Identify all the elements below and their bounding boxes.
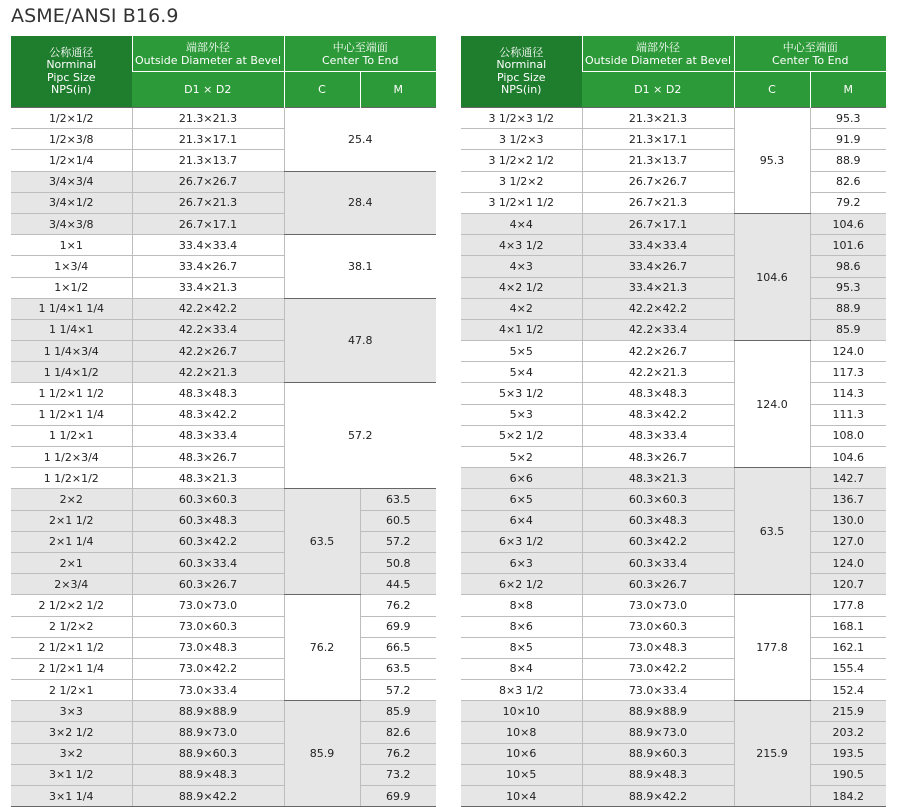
table-row	[461, 595, 886, 616]
m-value-cell: 50.8	[360, 552, 436, 573]
nps-cell: 5×2	[461, 447, 582, 468]
table-row	[11, 171, 436, 192]
od-cell: 88.9×88.9	[132, 701, 284, 722]
od-header	[132, 36, 284, 72]
od-cell: 88.9×48.3	[582, 764, 734, 785]
od-cell: 21.3×17.1	[132, 129, 284, 150]
nps-cell: 6×5	[461, 489, 582, 510]
od-cell: 42.2×33.4	[132, 319, 284, 340]
table-row	[11, 383, 436, 404]
od-cell: 33.4×26.7	[582, 256, 734, 277]
od-cell: 60.3×60.3	[132, 489, 284, 510]
od-cell: 60.3×60.3	[582, 489, 734, 510]
od-cell: 21.3×13.7	[582, 150, 734, 171]
cte-header	[734, 36, 886, 72]
table-row	[11, 658, 436, 679]
m-value-cell: 88.9	[810, 298, 886, 319]
c-value-cell: 47.8	[284, 298, 436, 383]
cte-header-en: Center To End	[322, 53, 399, 67]
nps-cell: 3×1 1/2	[11, 764, 132, 785]
table-row	[461, 658, 886, 679]
nps-header	[11, 36, 132, 108]
m-value-cell: 152.4	[810, 680, 886, 701]
nps-cell: 3 1/2×3	[461, 129, 582, 150]
od-cell: 60.3×26.7	[132, 574, 284, 595]
m-value-cell: 76.2	[360, 595, 436, 616]
m-value-cell: 91.9	[810, 129, 886, 150]
table-row	[461, 489, 886, 510]
nps-cell: 6×3	[461, 552, 582, 573]
table-row	[11, 743, 436, 764]
c-value-cell: 215.9	[734, 701, 810, 807]
nps-cell: 3 1/2×2 1/2	[461, 150, 582, 171]
nps-cell: 1/2×3/8	[11, 129, 132, 150]
nps-cell: 1 1/4×1 1/4	[11, 298, 132, 319]
table-row	[461, 213, 886, 234]
od-cell: 42.2×21.3	[132, 362, 284, 383]
od-cell: 42.2×26.7	[132, 341, 284, 362]
c-value-cell: 28.4	[284, 171, 436, 235]
nps-cell: 5×3	[461, 404, 582, 425]
c-header: C	[284, 72, 360, 108]
nps-cell: 8×5	[461, 637, 582, 658]
od-cell: 60.3×33.4	[132, 552, 284, 573]
c-value-cell: 104.6	[734, 213, 810, 340]
table-row	[11, 531, 436, 552]
od-cell: 73.0×73.0	[582, 595, 734, 616]
nps-cell: 4×2	[461, 298, 582, 319]
od-cell: 48.3×48.3	[132, 383, 284, 404]
m-value-cell: 98.6	[810, 256, 886, 277]
table-row	[461, 616, 886, 637]
c-value-cell: 25.4	[284, 108, 436, 172]
m-value-cell: 124.0	[810, 341, 886, 362]
c-value-cell: 177.8	[734, 595, 810, 701]
table-row	[11, 298, 436, 319]
od-cell: 33.4×26.7	[132, 256, 284, 277]
table-row	[461, 680, 886, 701]
od-cell: 60.3×26.7	[582, 574, 734, 595]
od-cell: 48.3×33.4	[132, 425, 284, 446]
d-header: D1 × D2	[132, 72, 284, 108]
od-cell: 88.9×42.2	[132, 786, 284, 807]
m-value-cell: 66.5	[360, 637, 436, 658]
od-cell: 48.3×42.2	[582, 404, 734, 425]
m-value-cell: 88.9	[810, 150, 886, 171]
m-value-cell: 101.6	[810, 235, 886, 256]
table-row	[461, 510, 886, 531]
m-value-cell: 85.9	[810, 319, 886, 340]
m-value-cell: 79.2	[810, 192, 886, 213]
nps-cell: 1 1/4×1/2	[11, 362, 132, 383]
od-cell: 26.7×26.7	[132, 171, 284, 192]
table-row	[461, 150, 886, 171]
m-value-cell: 44.5	[360, 574, 436, 595]
nps-cell: 1/2×1/2	[11, 108, 132, 129]
m-value-cell: 155.4	[810, 658, 886, 679]
table-row	[461, 468, 886, 489]
table-row	[11, 510, 436, 531]
m-value-cell: 177.8	[810, 595, 886, 616]
right-dimension-table	[461, 36, 886, 807]
nps-cell: 1/2×1/4	[11, 150, 132, 171]
nps-cell: 1×3/4	[11, 256, 132, 277]
table-row	[461, 108, 886, 129]
nps-cell: 3/4×1/2	[11, 192, 132, 213]
page-title: ASME/ANSI B16.9	[11, 5, 179, 27]
od-cell: 26.7×21.3	[582, 192, 734, 213]
nps-cell: 8×4	[461, 658, 582, 679]
cte-header-cn: 中心至端面	[332, 40, 388, 54]
c-value-cell: 38.1	[284, 235, 436, 299]
m-header: M	[810, 72, 886, 108]
table-row	[11, 786, 436, 807]
nps-cell: 3/4×3/4	[11, 171, 132, 192]
nps-cell: 2×1 1/2	[11, 510, 132, 531]
od-cell: 48.3×48.3	[582, 383, 734, 404]
table-row	[461, 298, 886, 319]
d-header: D1 × D2	[582, 72, 734, 108]
table-row	[461, 786, 886, 807]
od-cell: 42.2×33.4	[582, 319, 734, 340]
od-cell: 60.3×42.2	[582, 531, 734, 552]
nps-cell: 8×3 1/2	[461, 680, 582, 701]
table-row	[11, 680, 436, 701]
od-cell: 26.7×21.3	[132, 192, 284, 213]
cte-header-en: Center To End	[772, 53, 849, 67]
nps-cell: 1 1/2×1/2	[11, 468, 132, 489]
left-dimension-table	[11, 36, 436, 807]
od-cell: 42.2×42.2	[132, 298, 284, 319]
nps-header-en3: NPS(in)	[501, 83, 542, 96]
nps-cell: 5×4	[461, 362, 582, 383]
table-row	[461, 552, 886, 573]
nps-cell: 1×1/2	[11, 277, 132, 298]
m-value-cell: 162.1	[810, 637, 886, 658]
nps-cell: 3 1/2×1 1/2	[461, 192, 582, 213]
nps-cell: 8×6	[461, 616, 582, 637]
m-value-cell: 184.2	[810, 786, 886, 807]
nps-cell: 5×2 1/2	[461, 425, 582, 446]
c-value-cell: 76.2	[284, 595, 360, 701]
table-row	[11, 637, 436, 658]
od-cell: 88.9×42.2	[582, 786, 734, 807]
nps-cell: 2×2	[11, 489, 132, 510]
nps-cell: 2×1	[11, 552, 132, 573]
nps-cell: 1×1	[11, 235, 132, 256]
nps-cell: 3/4×3/8	[11, 213, 132, 234]
m-value-cell: 127.0	[810, 531, 886, 552]
od-cell: 33.4×21.3	[132, 277, 284, 298]
nps-cell: 6×2 1/2	[461, 574, 582, 595]
od-cell: 73.0×73.0	[132, 595, 284, 616]
table-row	[461, 192, 886, 213]
od-cell: 73.0×42.2	[132, 658, 284, 679]
od-cell: 42.2×21.3	[582, 362, 734, 383]
m-value-cell: 104.6	[810, 213, 886, 234]
cte-header	[284, 36, 436, 72]
table-row	[461, 256, 886, 277]
od-cell: 48.3×33.4	[582, 425, 734, 446]
table-row	[461, 447, 886, 468]
od-cell: 73.0×33.4	[132, 680, 284, 701]
od-header-cn: 端部外径	[636, 40, 680, 54]
m-value-cell: 69.9	[360, 786, 436, 807]
m-value-cell: 63.5	[360, 658, 436, 679]
od-cell: 73.0×33.4	[582, 680, 734, 701]
nps-cell: 2 1/2×2	[11, 616, 132, 637]
nps-cell: 1 1/2×1	[11, 425, 132, 446]
nps-cell: 2 1/2×1 1/4	[11, 658, 132, 679]
c-value-cell: 85.9	[284, 701, 360, 807]
table-row	[461, 425, 886, 446]
od-cell: 88.9×73.0	[582, 722, 734, 743]
od-cell: 88.9×73.0	[132, 722, 284, 743]
m-header: M	[360, 72, 436, 108]
nps-header-en3: NPS(in)	[51, 83, 92, 96]
od-cell: 73.0×60.3	[582, 616, 734, 637]
od-cell: 60.3×48.3	[582, 510, 734, 531]
m-value-cell: 193.5	[810, 743, 886, 764]
table-row	[11, 552, 436, 573]
nps-header-en2: Pipc Size	[46, 70, 96, 84]
od-cell: 48.3×21.3	[132, 468, 284, 489]
m-value-cell: 168.1	[810, 616, 886, 637]
od-cell: 48.3×26.7	[582, 447, 734, 468]
nps-cell: 10×4	[461, 786, 582, 807]
m-value-cell: 85.9	[360, 701, 436, 722]
table-row	[461, 362, 886, 383]
table-row	[11, 701, 436, 722]
nps-cell: 3 1/2×2	[461, 171, 582, 192]
nps-cell: 8×8	[461, 595, 582, 616]
nps-cell: 10×6	[461, 743, 582, 764]
nps-cell: 6×6	[461, 468, 582, 489]
m-value-cell: 104.6	[810, 447, 886, 468]
od-cell: 21.3×13.7	[132, 150, 284, 171]
od-cell: 48.3×21.3	[582, 468, 734, 489]
od-cell: 73.0×48.3	[582, 637, 734, 658]
m-value-cell: 95.3	[810, 277, 886, 298]
table-row	[11, 595, 436, 616]
table-row	[461, 722, 886, 743]
nps-cell: 6×3 1/2	[461, 531, 582, 552]
table-row	[461, 319, 886, 340]
m-value-cell: 57.2	[360, 680, 436, 701]
nps-cell: 1 1/2×1 1/2	[11, 383, 132, 404]
od-cell: 26.7×17.1	[582, 213, 734, 234]
nps-cell: 5×3 1/2	[461, 383, 582, 404]
table-row	[11, 574, 436, 595]
m-value-cell: 82.6	[810, 171, 886, 192]
m-value-cell: 73.2	[360, 764, 436, 785]
nps-cell: 3×2	[11, 743, 132, 764]
m-value-cell: 95.3	[810, 108, 886, 129]
od-cell: 73.0×60.3	[132, 616, 284, 637]
od-cell: 60.3×42.2	[132, 531, 284, 552]
nps-cell: 3×1 1/4	[11, 786, 132, 807]
od-cell: 21.3×21.3	[132, 108, 284, 129]
nps-cell: 4×1 1/2	[461, 319, 582, 340]
m-value-cell: 124.0	[810, 552, 886, 573]
m-value-cell: 63.5	[360, 489, 436, 510]
m-value-cell: 117.3	[810, 362, 886, 383]
od-cell: 26.7×26.7	[582, 171, 734, 192]
od-cell: 33.4×21.3	[582, 277, 734, 298]
od-cell: 73.0×42.2	[582, 658, 734, 679]
od-cell: 26.7×17.1	[132, 213, 284, 234]
od-cell: 73.0×48.3	[132, 637, 284, 658]
table-row	[461, 129, 886, 150]
nps-cell: 6×4	[461, 510, 582, 531]
od-cell: 42.2×26.7	[582, 341, 734, 362]
nps-cell: 5×5	[461, 341, 582, 362]
nps-cell: 3 1/2×3 1/2	[461, 108, 582, 129]
table-row	[461, 235, 886, 256]
nps-cell: 10×10	[461, 701, 582, 722]
m-value-cell: 120.7	[810, 574, 886, 595]
table-row	[11, 722, 436, 743]
m-value-cell: 130.0	[810, 510, 886, 531]
m-value-cell: 136.7	[810, 489, 886, 510]
nps-header-cn: 公称通径	[49, 45, 94, 59]
m-value-cell: 190.5	[810, 764, 886, 785]
nps-header-cn: 公称通径	[499, 45, 544, 59]
od-header-cn: 端部外径	[186, 40, 230, 54]
table-row	[461, 383, 886, 404]
m-value-cell: 142.7	[810, 468, 886, 489]
c-value-cell: 95.3	[734, 108, 810, 214]
od-cell: 21.3×17.1	[582, 129, 734, 150]
table-row	[461, 701, 886, 722]
od-cell: 21.3×21.3	[582, 108, 734, 129]
nps-header-en2: Pipc Size	[496, 70, 546, 84]
m-value-cell: 57.2	[360, 531, 436, 552]
nps-header-en1: Norminal	[496, 58, 547, 71]
m-value-cell: 69.9	[360, 616, 436, 637]
nps-cell: 1 1/4×1	[11, 319, 132, 340]
c-header: C	[734, 72, 810, 108]
nps-cell: 2 1/2×1	[11, 680, 132, 701]
od-cell: 88.9×88.9	[582, 701, 734, 722]
table-row	[11, 108, 436, 129]
table-row	[461, 764, 886, 785]
m-value-cell: 111.3	[810, 404, 886, 425]
nps-cell: 4×2 1/2	[461, 277, 582, 298]
od-cell: 33.4×33.4	[132, 235, 284, 256]
od-header-en: Outside Diameter at Bevel	[134, 53, 282, 67]
table-row	[461, 531, 886, 552]
od-header-en: Outside Diameter at Bevel	[584, 53, 732, 67]
od-cell: 60.3×33.4	[582, 552, 734, 573]
c-value-cell: 124.0	[734, 341, 810, 468]
table-row	[461, 574, 886, 595]
table-row	[461, 743, 886, 764]
c-value-cell: 57.2	[284, 383, 436, 489]
nps-header-en1: Norminal	[46, 58, 97, 71]
c-value-cell: 63.5	[734, 468, 810, 595]
cte-header-cn: 中心至端面	[782, 40, 838, 54]
table-row	[461, 171, 886, 192]
nps-cell: 10×5	[461, 764, 582, 785]
od-cell: 60.3×48.3	[132, 510, 284, 531]
od-cell: 88.9×60.3	[132, 743, 284, 764]
table-row	[461, 404, 886, 425]
nps-cell: 1 1/2×1 1/4	[11, 404, 132, 425]
nps-cell: 2×3/4	[11, 574, 132, 595]
od-cell: 42.2×42.2	[582, 298, 734, 319]
nps-cell: 4×4	[461, 213, 582, 234]
nps-cell: 4×3 1/2	[461, 235, 582, 256]
od-cell: 88.9×60.3	[582, 743, 734, 764]
m-value-cell: 215.9	[810, 701, 886, 722]
table-row	[11, 235, 436, 256]
od-header	[582, 36, 734, 72]
nps-cell: 10×8	[461, 722, 582, 743]
table-row	[11, 764, 436, 785]
od-cell: 48.3×26.7	[132, 447, 284, 468]
nps-cell: 3×3	[11, 701, 132, 722]
od-cell: 88.9×48.3	[132, 764, 284, 785]
nps-cell: 2×1 1/4	[11, 531, 132, 552]
m-value-cell: 203.2	[810, 722, 886, 743]
nps-cell: 2 1/2×2 1/2	[11, 595, 132, 616]
nps-cell: 1 1/2×3/4	[11, 447, 132, 468]
table-row	[11, 616, 436, 637]
table-row	[461, 637, 886, 658]
m-value-cell: 60.5	[360, 510, 436, 531]
nps-cell: 4×3	[461, 256, 582, 277]
table-row	[461, 341, 886, 362]
nps-header	[461, 36, 582, 108]
m-value-cell: 114.3	[810, 383, 886, 404]
od-cell: 33.4×33.4	[582, 235, 734, 256]
m-value-cell: 82.6	[360, 722, 436, 743]
c-value-cell: 63.5	[284, 489, 360, 595]
m-value-cell: 108.0	[810, 425, 886, 446]
table-row	[461, 277, 886, 298]
table-row	[11, 489, 436, 510]
od-cell: 48.3×42.2	[132, 404, 284, 425]
nps-cell: 2 1/2×1 1/2	[11, 637, 132, 658]
nps-cell: 3×2 1/2	[11, 722, 132, 743]
nps-cell: 1 1/4×3/4	[11, 341, 132, 362]
m-value-cell: 76.2	[360, 743, 436, 764]
